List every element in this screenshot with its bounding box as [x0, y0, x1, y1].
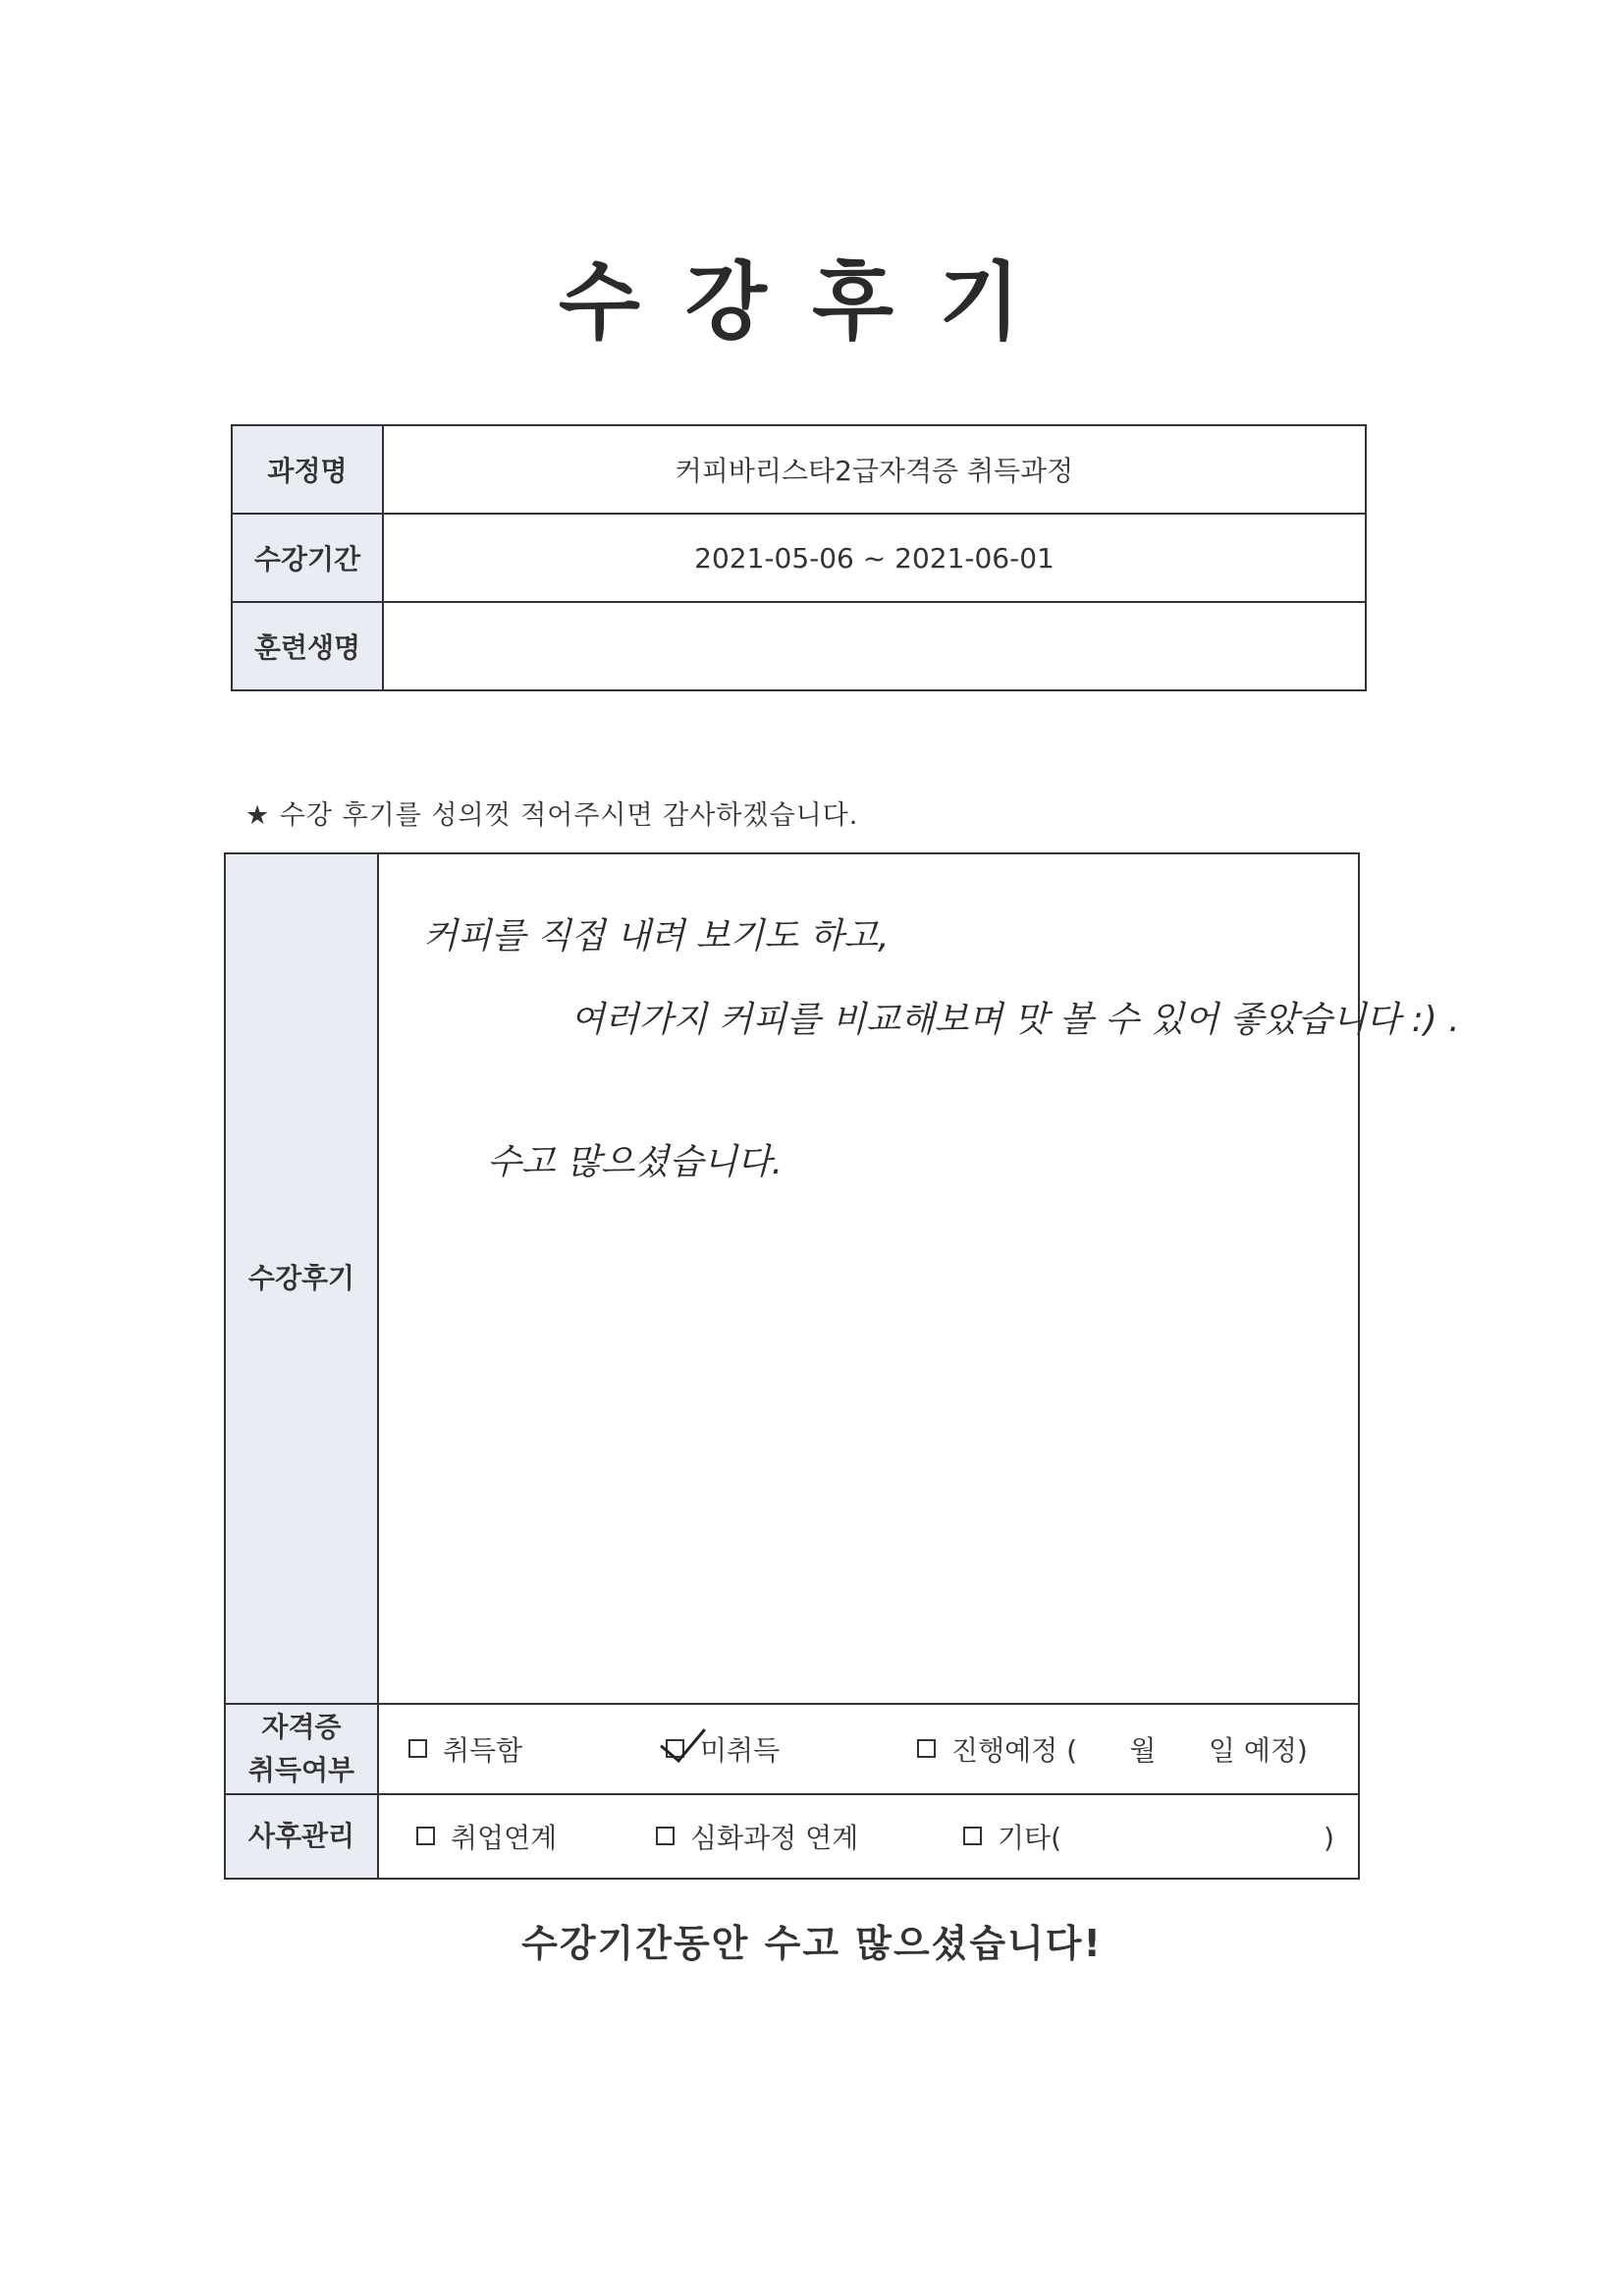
cert-option-obtained[interactable] [408, 1729, 522, 1769]
cert-option-not-obtained[interactable] [666, 1729, 780, 1769]
checked-checkbox-icon[interactable] [666, 1739, 684, 1758]
certification-label [225, 1704, 378, 1794]
aftercare-option-label: 기타( ) [998, 1822, 1334, 1854]
notice-text: ★ 수강 후기를 성의껏 적어주시면 감사하겠습니다. [245, 800, 859, 831]
aftercare-option-label: 심화과정 연계 [690, 1822, 859, 1854]
checkbox-icon[interactable] [917, 1739, 936, 1758]
aftercare-option-employment[interactable] [416, 1817, 557, 1856]
course-info-table [231, 424, 1367, 691]
review-table [224, 852, 1460, 1880]
review-label: 수강후기 [225, 853, 378, 1704]
aftercare-option-label: 취업연계 [451, 1822, 558, 1854]
certification-label-line: 취득여부 [247, 1754, 355, 1786]
footer-message: 수강기간동안 수고 많으셨습니다! [521, 1922, 1103, 1965]
cert-option-in-progress[interactable] [917, 1729, 1308, 1769]
certification-label-line: 자격증 [261, 1711, 342, 1743]
cert-option-label: 진행예정 ( 월 일 예정) [951, 1734, 1308, 1767]
course-name-label: 과정명 [232, 425, 383, 514]
handwritten-line: 수고 많으셨습니다. [487, 1142, 784, 1182]
aftercare-option-advanced[interactable] [656, 1817, 858, 1856]
review-content[interactable] [378, 853, 1460, 1704]
aftercare-label: 사후관리 [225, 1794, 378, 1879]
checkbox-icon[interactable] [963, 1827, 982, 1845]
checkbox-icon[interactable] [416, 1827, 435, 1845]
checkbox-icon[interactable] [656, 1827, 675, 1845]
certification-options [378, 1704, 1359, 1794]
trainee-name-label: 훈련생명 [232, 602, 383, 690]
handwritten-line: 여러가지 커피를 비교해보며 맛 볼 수 있어 좋았습니다 :) . [570, 1000, 1460, 1040]
cert-option-label: 취득함 [443, 1734, 523, 1767]
period-value: 2021-05-06 ~ 2021-06-01 [383, 514, 1366, 602]
cert-option-label: 미취득 [700, 1734, 781, 1767]
aftercare-options [378, 1794, 1359, 1879]
period-label: 수강기간 [232, 514, 383, 602]
trainee-name-value[interactable] [383, 602, 1366, 690]
page-title: 수강후기 [558, 253, 1066, 352]
handwritten-line: 커피를 직접 내려 보기도 하고, [423, 916, 890, 957]
checkbox-icon[interactable] [408, 1739, 427, 1758]
course-name-value: 커피바리스타2급자격증 취득과정 [383, 425, 1366, 514]
aftercare-option-other[interactable] [963, 1817, 1334, 1856]
